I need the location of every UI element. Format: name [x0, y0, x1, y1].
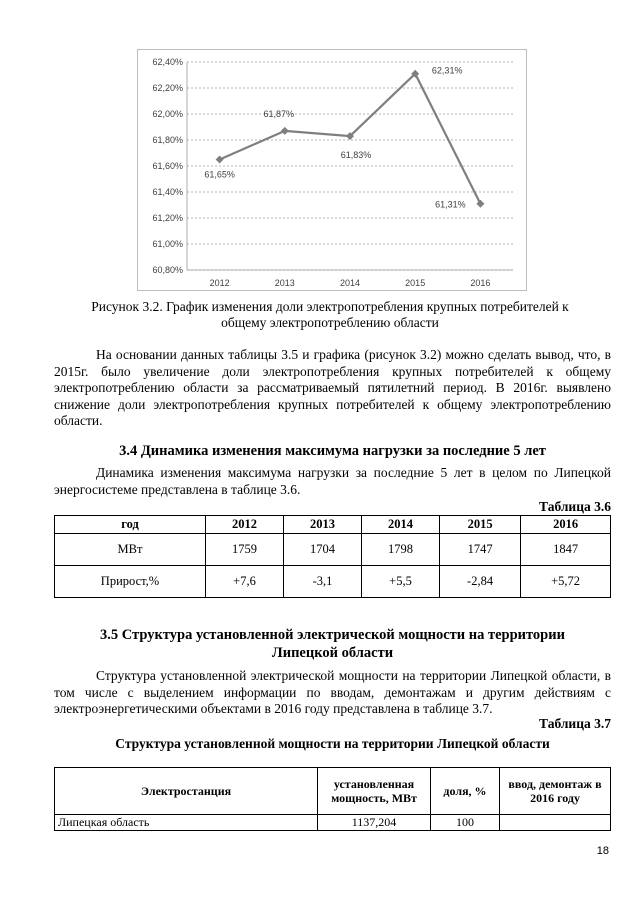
x-tick-label: 2014 — [339, 278, 361, 288]
table-3-6 — [54, 515, 611, 598]
table-header-cell: установленная мощность, МВт — [318, 768, 431, 815]
section-3-5-title-line2: Липецкой области — [271, 645, 394, 661]
y-tick-label: 61,40% — [152, 187, 183, 197]
data-point — [216, 156, 224, 164]
table-cell: 1704 — [284, 534, 362, 566]
figure-caption-line1: Рисунок 3.2. График изменения доли электропотребления крупных потребителей к — [91, 299, 569, 314]
table-row — [55, 566, 611, 598]
y-tick-label: 61,60% — [152, 161, 183, 171]
table-cell: Прирост,% — [55, 566, 206, 598]
x-tick-label: 2012 — [209, 278, 230, 288]
table-header-row — [55, 516, 611, 534]
table-cell: +7,6 — [206, 566, 284, 598]
table-cell: -2,84 — [440, 566, 521, 598]
table-header-cell: 2013 — [284, 516, 362, 534]
paragraph-conclusion: На основании данных таблицы 3.5 и графика (рисунок 3.2) можно сделать вывод, что, в 2015г. было увеличение доли электропотребления крупных потребителей к общему электропотреблению области за рассматриваемый пятилетний период. В 2016г. выявлено снижение доли электропотребления крупных потребителей к общему электропотреблению области. — [54, 347, 611, 428]
table-row — [55, 534, 611, 566]
y-tick-label: 61,00% — [152, 239, 183, 249]
table-cell: +5,5 — [362, 566, 440, 598]
section-3-4-title: 3.4 Динамика изменения максимума нагрузки за последние 5 лет — [119, 443, 546, 459]
y-tick-label: 62,20% — [152, 83, 183, 93]
table-header-cell: год — [55, 516, 206, 534]
table-header-cell: 2016 — [521, 516, 611, 534]
table-header-cell: Электростанция — [55, 768, 318, 815]
table-cell: 1759 — [206, 534, 284, 566]
data-label: 62,31% — [431, 65, 463, 76]
line-chart — [137, 49, 527, 291]
table-cell — [500, 815, 611, 831]
table-3-6-label: Таблица 3.6 — [539, 499, 611, 514]
y-tick-label: 60,80% — [152, 265, 183, 275]
table-cell: 1747 — [440, 534, 521, 566]
table-cell: 100 — [431, 815, 500, 831]
table-cell: Липецкая область — [55, 815, 318, 831]
table-3-7 — [54, 767, 611, 831]
paragraph-structure: Структура установленной электрической мощности на территории Липецкой области, в том числе с выделением информации по вводам, демонтажам и другим действиям с электроэнергетическими объектами в 2016 году представлена в таблице 3.7. — [54, 668, 611, 716]
data-label: 61,83% — [340, 150, 372, 161]
table-cell: 1847 — [521, 534, 611, 566]
table-header-cell: доля, % — [431, 768, 500, 815]
table-row — [55, 815, 611, 831]
table-cell: МВт — [55, 534, 206, 566]
data-point — [281, 127, 289, 135]
x-tick-label: 2015 — [405, 278, 426, 288]
page-number: 18 — [596, 845, 609, 857]
table-header-cell: 2012 — [206, 516, 284, 534]
x-tick-label: 2013 — [274, 278, 295, 288]
chart-svg — [138, 50, 528, 292]
x-tick-label: 2016 — [470, 278, 491, 288]
y-tick-label: 61,20% — [152, 213, 183, 223]
data-label: 61,65% — [204, 169, 235, 180]
table-header-cell: 2014 — [362, 516, 440, 534]
data-point — [476, 200, 484, 208]
section-3-5-title-line1: 3.5 Структура установленной электрической мощности на территории — [100, 627, 565, 643]
table-cell: -3,1 — [284, 566, 362, 598]
table-cell: +5,72 — [521, 566, 611, 598]
table-3-7-label: Таблица 3.7 — [539, 716, 611, 731]
paragraph-dynamics: Динамика изменения максимума нагрузки за последние 5 лет в целом по Липецкой энергосистеме представлена в таблице 3.6. — [54, 465, 611, 497]
y-tick-label: 62,00% — [152, 109, 183, 119]
figure-caption-line2: общему электропотреблению области — [221, 315, 439, 330]
table-header-cell: ввод, демонтаж в 2016 году — [500, 768, 611, 815]
table-3-7-title: Структура установленной мощности на территории Липецкой области — [115, 736, 550, 751]
table-cell: 1137,204 — [318, 815, 431, 831]
y-tick-label: 62,40% — [152, 57, 183, 67]
table-header-row — [55, 768, 611, 815]
table-cell: 1798 — [362, 534, 440, 566]
y-tick-label: 61,80% — [152, 135, 183, 145]
data-label: 61,87% — [263, 108, 295, 119]
data-label: 61,31% — [435, 199, 466, 210]
table-header-cell: 2015 — [440, 516, 521, 534]
